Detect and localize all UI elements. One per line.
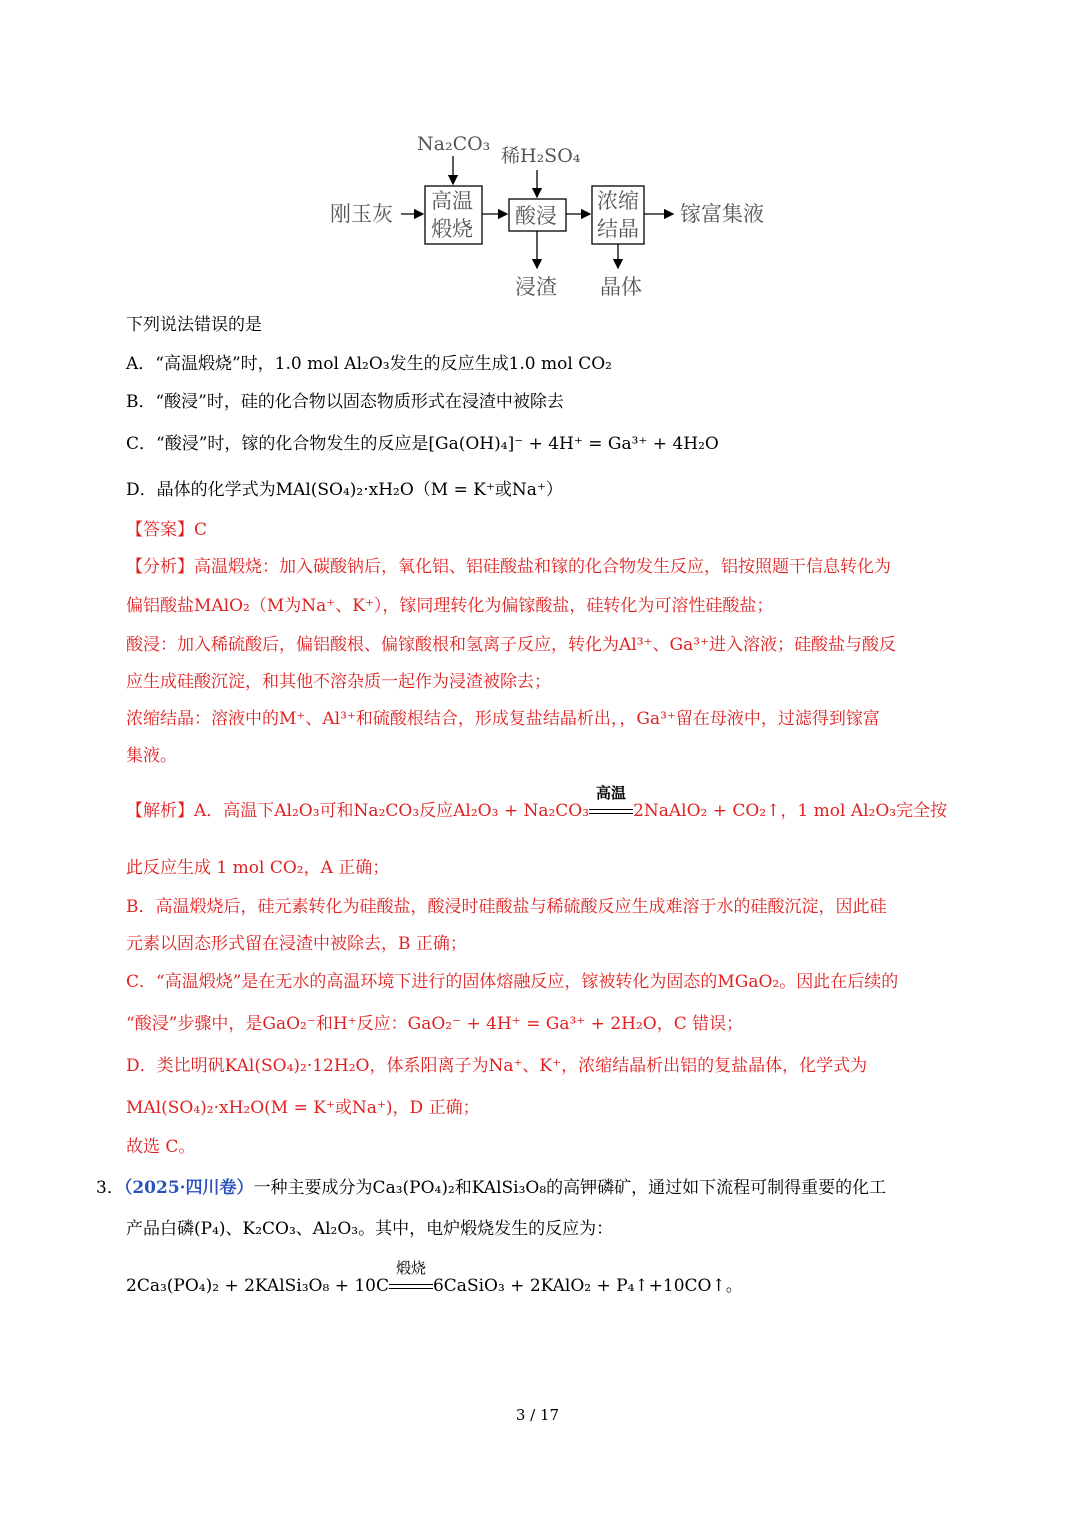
explain-a-line-1 [126, 784, 948, 823]
option-a: A．“高温煅烧”时，1.0 mol Al₂O₃发生的反应生成1.0 mol CO₂ [126, 354, 612, 374]
question-stem: 下列说法错误的是 [126, 315, 262, 335]
page-number: 3 / 17 [515, 1406, 560, 1424]
analysis-line-6: 集液。 [126, 746, 177, 766]
explain-a-post: 2NaAlO₂ + CO₂↑，1 mol Al₂O₃完全按 [633, 801, 948, 821]
explain-d-line-1: D．类比明矾KAl(SO₄)₂·12H₂O，体系阳离子为Na⁺、K⁺，浓缩结晶析出铝的复盐晶体，化学式为 [126, 1056, 868, 1076]
q3-eq-post: 6CaSiO₃ + 2KAlO₂ + P₄↑+10CO↑。 [432, 1276, 743, 1296]
q3-number: 3． [96, 1178, 124, 1198]
analysis-line-4: 应生成硅酸沉淀，和其他不溶杂质一起作为浸渣被除去； [126, 672, 551, 692]
analysis-line-3: 酸浸：加入稀硫酸后，偏铝酸根、偏镓酸根和氢离子反应，转化为Al³⁺、Ga³⁺进入溶液；硅酸盐与酸反 [126, 635, 897, 655]
flow-box1-line1: 高温 [431, 189, 473, 213]
q3-eq-pre: 2Ca₃(PO₄)₂ + 2KAlSi₃O₈ + 10C [126, 1276, 389, 1296]
explain-b-line-1: B．高温煅烧后，硅元素转化为硅酸盐，酸浸时硅酸盐与稀硫酸反应生成难溶于水的硅酸沉淀，因此硅 [126, 897, 887, 917]
q3-line-1 [96, 1176, 886, 1200]
flow-out3: 晶体 [600, 275, 642, 299]
flow-output: 镓富集液 [680, 202, 764, 226]
explain-a-line-2: 此反应生成 1 mol CO₂，A 正确； [126, 858, 390, 878]
q3-condition: 煅烧 [395, 1259, 426, 1277]
explain-b-line-2: 元素以固态形式留在浸渣中被除去，B 正确； [126, 934, 467, 954]
q3-equation [126, 1259, 743, 1298]
explain-a-pre: 【解析】A．高温下Al₂O₃可和Na₂CO₃反应Al₂O₃ + Na₂CO₃ [126, 801, 590, 821]
flow-box2: 酸浸 [515, 204, 557, 228]
process-flow-diagram [325, 128, 785, 303]
flow-reagent-h2so4: 稀H₂SO₄ [501, 145, 581, 167]
q3-line-2: 产品白磷(P₄)、K₂CO₃、Al₂O₃。其中，电炉煅烧发生的反应为： [126, 1219, 614, 1239]
flow-out2: 浸渣 [515, 275, 557, 299]
flow-box3-line1: 浓缩 [597, 189, 639, 213]
explain-c-line-1: C．“高温煅烧”是在无水的高温环境下进行的固体熔融反应，镓被转化为固态的MGaO₂。因此在后续的 [126, 972, 899, 992]
flow-box3-line2: 结晶 [597, 217, 639, 241]
q3-text-1: 一种主要成分为Ca₃(PO₄)₂和KAlSi₃O₈的高钾磷矿，通过如下流程可制得重要的化工 [253, 1178, 887, 1198]
explain-d-line-2: MAl(SO₄)₂·xH₂O(M = K⁺或Na⁺)，D 正确； [126, 1098, 480, 1118]
q3-condition-arrow [389, 1259, 433, 1298]
flow-reagent-na2co3: Na₂CO₃ [417, 133, 491, 155]
analysis-line-5: 浓缩结晶：溶液中的M⁺、Al³⁺和硫酸根结合，形成复盐结晶析出，，Ga³⁺留在母液中，过滤得到镓富 [126, 709, 880, 729]
reaction-condition-arrow [589, 784, 633, 823]
option-c: C．“酸浸”时，镓的化合物发生的反应是[Ga(OH)₄]⁻ + 4H⁺ = Ga³⁺ + 4H₂O [126, 434, 719, 454]
option-d: D．晶体的化学式为MAl(SO₄)₂·xH₂O（M = K⁺或Na⁺） [126, 480, 563, 500]
option-b: B．“酸浸”时，硅的化合物以固态物质形式在浸渣中被除去 [126, 392, 564, 412]
analysis-line-2: 偏铝酸盐MAlO₂（M为Na⁺、K⁺），镓同理转化为偏镓酸盐，硅转化为可溶性硅酸盐； [126, 596, 774, 616]
q3-source: （2025·四川卷） [123, 1178, 254, 1198]
explain-final: 故选 C。 [126, 1137, 196, 1157]
flow-input: 刚玉灰 [330, 202, 393, 226]
answer: 【答案】C [126, 520, 208, 540]
explain-c-line-2: “酸浸”步骤中，是GaO₂⁻和H⁺反应：GaO₂⁻ + 4H⁺ = Ga³⁺ + 2H₂O，C 错误； [126, 1014, 744, 1034]
reaction-condition: 高温 [596, 784, 627, 802]
flow-box1-line2: 煅烧 [431, 217, 473, 241]
analysis-line-1: 【分析】高温煅烧：加入碳酸钠后，氧化铝、铝硅酸盐和镓的化合物发生反应，铝按照题干信息转化为 [126, 557, 891, 577]
